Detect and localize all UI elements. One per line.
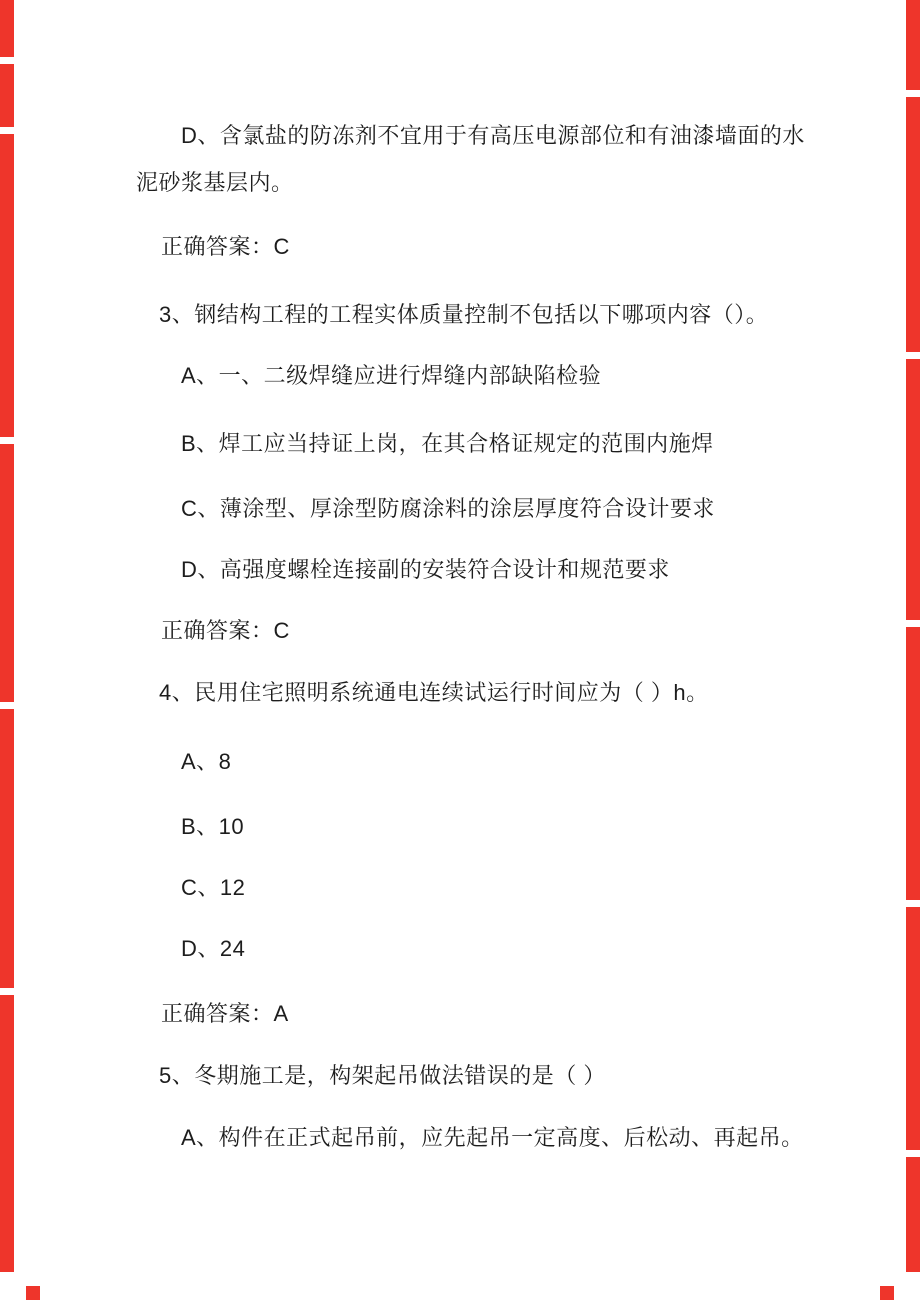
option-text: A、8	[181, 749, 232, 774]
edge-gap	[906, 90, 920, 97]
option-text: C、薄涂型、厚涂型防腐涂料的涂层厚度符合设计要求	[181, 496, 715, 521]
option-text: D、24	[181, 936, 246, 961]
option-text-continuation: 泥砂浆基层内。	[136, 170, 294, 195]
answer-text: 正确答案：C	[161, 618, 290, 643]
answer-text: 正确答案：A	[161, 1001, 289, 1026]
edge-gap	[906, 900, 920, 907]
edge-gap	[906, 352, 920, 359]
edge-gap	[906, 1150, 920, 1157]
edge-gap	[0, 57, 14, 64]
option-text: A、构件在正式起吊前，应先起吊一定高度、后松动、再起吊。	[181, 1125, 804, 1150]
option-text: D、高强度螺栓连接副的安装符合设计和规范要求	[181, 557, 670, 582]
page-right-red-edge	[906, 0, 920, 1272]
edge-gap	[0, 988, 14, 995]
edge-gap	[0, 437, 14, 444]
page-left-red-edge	[0, 0, 14, 1272]
question-title: 5、冬期施工是，构架起吊做法错误的是（ ）	[159, 1063, 606, 1088]
edge-gap	[0, 702, 14, 709]
edge-gap	[0, 127, 14, 134]
option-text: B、10	[181, 814, 245, 839]
page-bottom-left-red-mark	[26, 1286, 40, 1300]
edge-gap	[906, 620, 920, 627]
page-bottom-right-red-mark	[880, 1286, 894, 1300]
question-title: 3、钢结构工程的工程实体质量控制不包括以下哪项内容（）。	[159, 302, 769, 327]
option-text: A、一、二级焊缝应进行焊缝内部缺陷检验	[181, 363, 602, 388]
answer-text: 正确答案：C	[161, 234, 290, 259]
option-text: B、焊工应当持证上岗，在其合格证规定的范围内施焊	[181, 431, 714, 456]
option-text: C、12	[181, 875, 246, 900]
option-text: D、含氯盐的防冻剂不宜用于有高压电源部位和有油漆墙面的水	[181, 123, 805, 148]
question-title: 4、民用住宅照明系统通电连续试运行时间应为（ ）h。	[159, 680, 709, 705]
